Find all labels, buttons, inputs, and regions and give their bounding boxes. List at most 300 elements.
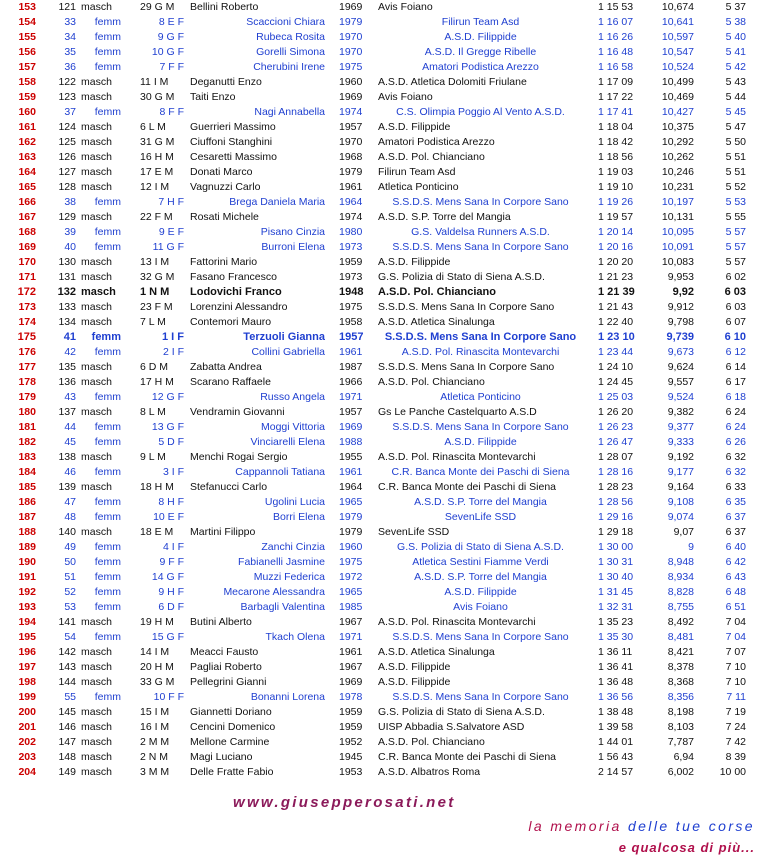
bib-number-cell: 43 [64,391,76,403]
gender-cell: masch [81,316,112,328]
pace-cell: 5 51 [725,166,746,178]
bib-number-cell: 126 [58,151,76,163]
club-cell: G.S. Polizia di Stato di Siena A.S.D. [397,541,564,553]
pace-cell: 5 52 [725,181,746,193]
speed-cell: 8,368 [667,676,694,688]
pace-cell: 5 51 [725,151,746,163]
club-cell: S.S.D.S. Mens Sana In Corpore Sano [384,331,577,343]
position-cell: 188 [18,526,36,538]
position-cell: 200 [18,706,36,718]
athlete-name-cell: Moggi Vittoria [260,421,325,433]
speed-cell: 10,547 [661,46,694,58]
time-cell: 1 17 22 [598,91,634,103]
speed-cell: 9,798 [667,316,694,328]
position-cell: 169 [18,241,36,253]
bib-number-cell: 48 [64,511,76,523]
speed-cell: 10,597 [661,31,694,43]
bib-number-cell: 46 [64,466,76,478]
athlete-name-cell: Vagnuzzi Carlo [190,181,261,193]
category-cell: 33 G M [140,676,175,688]
club-cell: C.R. Banca Monte dei Paschi di Siena [378,481,557,493]
pace-cell: 7 24 [725,721,746,733]
gender-cell: femm [94,496,121,508]
pace-cell: 5 47 [725,121,746,133]
athlete-name-cell: Deganutti Enzo [190,76,262,88]
club-cell: A.S.D. Il Gregge Ribelle [424,46,537,58]
speed-cell: 9,177 [667,466,694,478]
position-cell: 185 [18,481,36,493]
position-cell: 164 [18,166,36,178]
table-row [0,675,763,690]
birth-year-cell: 1970 [339,46,363,58]
pace-cell: 6 37 [725,526,746,538]
gender-cell: masch [81,136,112,148]
club-cell: Avis Foiano [378,1,433,13]
position-cell: 204 [18,766,36,778]
club-cell: A.S.D. Pol. Chianciano [378,736,485,748]
table-row [0,210,763,225]
gender-cell: femm [94,466,121,478]
site-url[interactable]: www.giusepperosati.net [233,794,456,811]
speed-cell: 10,524 [661,61,694,73]
pace-cell: 5 53 [725,196,746,208]
athlete-name-cell: Scaccioni Chiara [246,16,325,28]
table-row [0,570,763,585]
time-cell: 1 20 16 [598,241,634,253]
table-row [0,480,763,495]
gender-cell: femm [94,196,121,208]
gender-cell: femm [94,601,121,613]
pace-cell: 7 10 [725,676,746,688]
category-cell: 8 F F [159,106,184,118]
pace-cell: 6 40 [725,541,746,553]
speed-cell: 9,524 [667,391,694,403]
athlete-name-cell: Brega Daniela Maria [229,196,325,208]
club-cell: G.S. Polizia di Stato di Siena A.S.D. [378,271,545,283]
time-cell: 1 39 58 [598,721,634,733]
table-row [0,495,763,510]
gender-cell: masch [81,646,112,658]
speed-cell: 8,421 [667,646,694,658]
gender-cell: femm [94,631,121,643]
speed-cell: 10,095 [661,226,694,238]
bib-number-cell: 51 [64,571,76,583]
bib-number-cell: 138 [58,451,76,463]
table-row [0,45,763,60]
time-cell: 1 36 11 [598,646,633,658]
speed-cell: 10,292 [661,136,694,148]
bib-number-cell: 145 [58,706,76,718]
speed-cell: 9,07 [673,526,694,538]
club-cell: S.S.D.S. Mens Sana In Corpore Sano [392,691,569,703]
speed-cell: 10,641 [661,16,694,28]
pace-cell: 8 39 [725,751,746,763]
table-row [0,450,763,465]
birth-year-cell: 1959 [339,721,363,733]
gender-cell: masch [81,616,112,628]
birth-year-cell: 1957 [339,331,364,343]
bib-number-cell: 36 [64,61,76,73]
pace-cell: 7 04 [725,616,746,628]
pace-cell: 7 11 [726,691,746,703]
athlete-name-cell: Martini Filippo [190,526,256,538]
table-row [0,75,763,90]
table-row [0,390,763,405]
bib-number-cell: 45 [64,436,76,448]
bib-number-cell: 122 [58,76,76,88]
category-cell: 13 G F [151,421,184,433]
birth-year-cell: 1955 [339,451,363,463]
athlete-name-cell: Taiti Enzo [190,91,236,103]
table-row [0,750,763,765]
position-cell: 171 [18,271,36,283]
birth-year-cell: 1967 [339,616,363,628]
bib-number-cell: 131 [58,271,76,283]
table-row [0,465,763,480]
time-cell: 1 18 04 [598,121,634,133]
club-cell: A.S.D. Atletica Sinalunga [378,646,495,658]
pace-cell: 5 41 [725,46,746,58]
category-cell: 14 G F [151,571,184,583]
athlete-name-cell: Stefanucci Carlo [190,481,268,493]
time-cell: 1 23 10 [598,331,635,343]
tagline-part-b: delle tue corse [627,818,755,834]
bib-number-cell: 37 [64,106,76,118]
table-row [0,690,763,705]
table-row [0,150,763,165]
birth-year-cell: 1980 [339,226,363,238]
category-cell: 18 H M [140,481,174,493]
athlete-name-cell: Zanchi Cinzia [261,541,325,553]
bib-number-cell: 38 [64,196,76,208]
speed-cell: 9,673 [667,346,694,358]
category-cell: 29 G M [140,1,175,13]
table-row [0,765,763,780]
birth-year-cell: 1974 [339,106,363,118]
pace-cell: 6 02 [725,271,746,283]
speed-cell: 10,083 [661,256,694,268]
position-cell: 197 [18,661,36,673]
speed-cell: 10,469 [661,91,694,103]
club-cell: Atletica Ponticino [378,181,459,193]
speed-cell: 8,948 [667,556,694,568]
category-cell: 18 E M [140,526,174,538]
pace-cell: 6 42 [725,556,746,568]
club-cell: A.S.D. Atletica Sinalunga [378,316,495,328]
time-cell: 1 36 56 [598,691,634,703]
club-cell: S.S.D.S. Mens Sana In Corpore Sano [392,196,569,208]
athlete-name-cell: Muzzi Federica [253,571,325,583]
speed-cell: 6,002 [667,766,694,778]
club-cell: Gs Le Panche Castelquarto A.S.D [378,406,537,418]
position-cell: 182 [18,436,36,448]
birth-year-cell: 1969 [339,676,363,688]
speed-cell: 10,131 [661,211,694,223]
bib-number-cell: 40 [64,241,76,253]
speed-cell: 10,197 [661,196,694,208]
athlete-name-cell: Gorelli Simona [256,46,325,58]
birth-year-cell: 1979 [339,526,363,538]
speed-cell: 8,828 [667,586,694,598]
speed-cell: 6,94 [673,751,694,763]
position-cell: 162 [18,136,36,148]
gender-cell: femm [91,331,121,343]
speed-cell: 8,492 [667,616,694,628]
category-cell: 16 H M [140,151,174,163]
table-row [0,30,763,45]
pace-cell: 6 43 [725,571,746,583]
athlete-name-cell: Fabianelli Jasmine [238,556,325,568]
club-cell: S.S.D.S. Mens Sana In Corpore Sano [378,301,555,313]
gender-cell: masch [81,736,112,748]
speed-cell: 10,674 [661,1,694,13]
birth-year-cell: 1957 [339,121,363,133]
birth-year-cell: 1979 [339,16,363,28]
table-row [0,120,763,135]
time-cell: 1 19 03 [598,166,634,178]
time-cell: 1 22 40 [598,316,634,328]
birth-year-cell: 1969 [339,1,363,13]
category-cell: 4 I F [162,541,184,553]
pace-cell: 5 50 [725,136,746,148]
bib-number-cell: 140 [58,526,76,538]
pace-cell: 7 04 [725,631,746,643]
bib-number-cell: 41 [63,331,76,343]
position-cell: 199 [18,691,36,703]
club-cell: Filirun Team Asd [378,166,456,178]
birth-year-cell: 1973 [339,241,363,253]
position-cell: 186 [18,496,36,508]
category-cell: 31 G M [140,136,175,148]
time-cell: 1 24 10 [598,361,634,373]
athlete-name-cell: Rubeca Rosita [256,31,325,43]
gender-cell: femm [94,346,121,358]
category-cell: 6 L M [140,121,166,133]
bib-number-cell: 42 [64,346,76,358]
gender-cell: masch [81,526,112,538]
athlete-name-cell: Guerrieri Massimo [190,121,276,133]
pace-cell: 6 07 [725,316,746,328]
position-cell: 183 [18,451,36,463]
category-cell: 10 E F [153,511,184,523]
bib-number-cell: 136 [58,376,76,388]
pace-cell: 7 07 [725,646,746,658]
club-cell: S.S.D.S. Mens Sana In Corpore Sano [378,361,555,373]
athlete-name-cell: Delle Fratte Fabio [190,766,274,778]
club-cell: A.S.D. Pol. Rinascita Montevarchi [401,346,560,358]
category-cell: 6 D M [140,361,169,373]
bib-number-cell: 143 [58,661,76,673]
bib-number-cell: 34 [64,31,76,43]
club-cell: G.S. Valdelsa Runners A.S.D. [411,226,550,238]
speed-cell: 8,378 [667,661,694,673]
pace-cell: 5 38 [725,16,746,28]
position-cell: 195 [18,631,36,643]
speed-cell: 9,92 [672,286,694,298]
category-cell: 23 F M [140,301,173,313]
athlete-name-cell: Fasano Francesco [190,271,277,283]
pace-cell: 5 55 [725,211,746,223]
category-cell: 1 N M [140,286,170,298]
pace-cell: 5 57 [725,226,746,238]
table-row [0,330,763,345]
gender-cell: masch [81,706,112,718]
athlete-name-cell: Menchi Rogai Sergio [190,451,288,463]
gender-cell: femm [94,691,121,703]
category-cell: 13 I M [140,256,170,268]
speed-cell: 9 [688,541,694,553]
gender-cell: femm [94,226,121,238]
position-cell: 161 [18,121,36,133]
category-cell: 1 I F [161,331,184,343]
time-cell: 1 32 31 [598,601,634,613]
bib-number-cell: 141 [58,616,76,628]
table-row [0,15,763,30]
category-cell: 2 N M [140,751,169,763]
position-cell: 192 [18,586,36,598]
speed-cell: 7,787 [667,736,694,748]
position-cell: 156 [18,46,36,58]
birth-year-cell: 1975 [339,556,363,568]
bib-number-cell: 146 [58,721,76,733]
pace-cell: 6 18 [725,391,746,403]
table-row [0,615,763,630]
position-cell: 187 [18,511,36,523]
category-cell: 19 H M [140,616,174,628]
speed-cell: 10,231 [661,181,694,193]
category-cell: 12 I M [140,181,170,193]
gender-cell: femm [94,421,121,433]
athlete-name-cell: Cherubini Irene [253,61,325,73]
club-cell: Amatori Podistica Arezzo [422,61,539,73]
athlete-name-cell: Zabatta Andrea [190,361,262,373]
bib-number-cell: 133 [58,301,76,313]
club-cell: A.S.D. S.P. Torre del Mangia [378,211,511,223]
speed-cell: 10,246 [661,166,694,178]
table-row [0,240,763,255]
table-row [0,600,763,615]
bib-number-cell: 137 [58,406,76,418]
bib-number-cell: 147 [58,736,76,748]
gender-cell: masch [81,406,112,418]
time-cell: 1 28 07 [598,451,634,463]
pace-cell: 6 37 [725,511,746,523]
athlete-name-cell: Barbagli Valentina [240,601,325,613]
category-cell: 11 G F [152,241,184,253]
time-cell: 2 14 57 [598,766,634,778]
position-cell: 190 [18,556,36,568]
time-cell: 1 18 56 [598,151,634,163]
pace-cell: 6 24 [725,406,746,418]
time-cell: 1 17 41 [598,106,634,118]
speed-cell: 8,481 [667,631,694,643]
gender-cell: femm [94,106,121,118]
speed-cell: 9,557 [667,376,694,388]
time-cell: 1 28 23 [598,481,634,493]
birth-year-cell: 1961 [339,181,363,193]
gender-cell: masch [81,481,112,493]
position-cell: 163 [18,151,36,163]
pace-cell: 6 32 [725,451,746,463]
club-cell: C.R. Banca Monte dei Paschi di Siena [391,466,570,478]
pace-cell: 7 42 [725,736,746,748]
position-cell: 180 [18,406,36,418]
birth-year-cell: 1952 [339,736,363,748]
category-cell: 5 D F [158,436,184,448]
speed-cell: 9,074 [667,511,694,523]
table-row [0,660,763,675]
club-cell: Avis Foiano [378,91,433,103]
position-cell: 193 [18,601,36,613]
bib-number-cell: 134 [58,316,76,328]
position-cell: 203 [18,751,36,763]
club-cell: A.S.D. Pol. Chianciano [378,376,485,388]
speed-cell: 9,333 [667,436,694,448]
birth-year-cell: 1970 [339,136,363,148]
category-cell: 12 G F [151,391,184,403]
gender-cell: femm [94,31,121,43]
pace-cell: 6 35 [725,496,746,508]
birth-year-cell: 1960 [339,541,363,553]
birth-year-cell: 1971 [339,631,363,643]
table-row [0,300,763,315]
birth-year-cell: 1987 [339,361,363,373]
club-cell: A.S.D. Filippide [378,676,451,688]
position-cell: 165 [18,181,36,193]
position-cell: 168 [18,226,36,238]
athlete-name-cell: Mecarone Alessandra [223,586,325,598]
table-row [0,285,763,300]
birth-year-cell: 1965 [339,586,363,598]
category-cell: 8 H F [158,496,184,508]
gender-cell: femm [94,511,121,523]
athlete-name-cell: Contemori Mauro [190,316,272,328]
club-cell: A.S.D. Filippide [444,586,517,598]
birth-year-cell: 1959 [339,706,363,718]
birth-year-cell: 1973 [339,271,363,283]
bib-number-cell: 35 [64,46,76,58]
table-row [0,195,763,210]
birth-year-cell: 1971 [339,391,363,403]
athlete-name-cell: Nagi Annabella [254,106,325,118]
position-cell: 153 [18,1,36,13]
speed-cell: 9,912 [667,301,694,313]
gender-cell: masch [81,76,112,88]
athlete-name-cell: Vinciarelli Elena [250,436,325,448]
time-cell: 1 28 56 [598,496,634,508]
club-cell: A.S.D. S.P. Torre del Mangia [414,571,547,583]
athlete-name-cell: Donati Marco [190,166,253,178]
athlete-name-cell: Ciuffoni Stanghini [190,136,273,148]
time-cell: 1 30 00 [598,541,634,553]
athlete-name-cell: Mellone Carmine [190,736,270,748]
bib-number-cell: 55 [64,691,76,703]
gender-cell: femm [94,436,121,448]
category-cell: 20 H M [140,661,174,673]
time-cell: 1 30 31 [598,556,634,568]
category-cell: 3 M M [140,766,170,778]
table-row [0,270,763,285]
position-cell: 174 [18,316,36,328]
position-cell: 173 [18,301,36,313]
time-cell: 1 19 10 [598,181,634,193]
time-cell: 1 18 42 [598,136,634,148]
athlete-name-cell: Cencini Domenico [190,721,276,733]
category-cell: 3 I F [162,466,184,478]
gender-cell: masch [81,151,112,163]
time-cell: 1 20 14 [598,226,634,238]
bib-number-cell: 144 [58,676,76,688]
